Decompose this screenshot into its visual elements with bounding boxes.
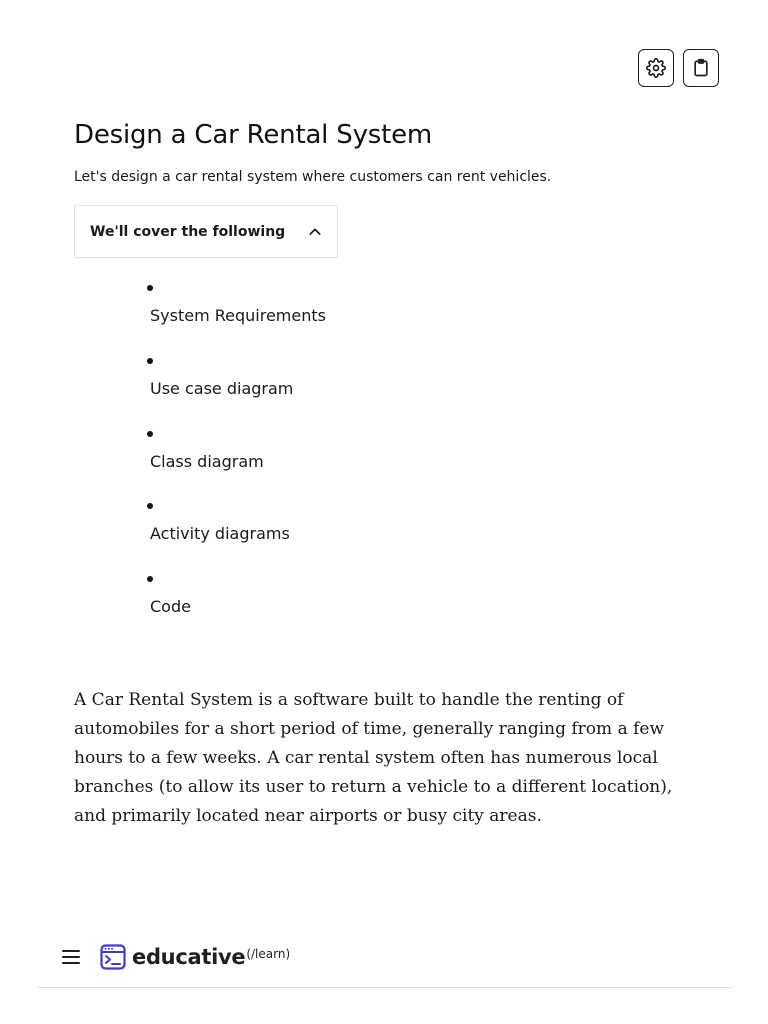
settings-button[interactable] xyxy=(638,49,674,87)
toc-item-label: Use case diagram xyxy=(150,379,294,398)
bullet-icon xyxy=(147,431,153,437)
bottom-nav-bar xyxy=(37,935,733,988)
bullet-icon xyxy=(147,285,153,291)
menu-button[interactable] xyxy=(61,947,81,967)
logo-text: educative xyxy=(132,945,246,969)
toc-item[interactable] xyxy=(0,576,300,636)
toc-item-label: Class diagram xyxy=(150,452,264,471)
toc-item-label: Code xyxy=(150,597,191,616)
bullet-icon xyxy=(147,576,153,582)
clipboard-icon xyxy=(691,58,711,78)
bullet-icon xyxy=(147,503,153,509)
gear-icon xyxy=(646,58,666,78)
educative-logo-link[interactable] xyxy=(100,943,290,971)
toc-item[interactable] xyxy=(0,358,300,418)
bullet-icon xyxy=(147,358,153,364)
hamburger-menu-icon-line xyxy=(62,956,80,958)
chevron-up-icon xyxy=(307,224,323,240)
page-title: Design a Car Rental System xyxy=(74,120,433,150)
toc-item-label: Activity diagrams xyxy=(150,524,290,543)
hamburger-menu-icon-line xyxy=(62,962,80,964)
page-subtitle: Let's design a car rental system where customers can rent vehicles. xyxy=(74,169,552,185)
logo-suffix: (/learn) xyxy=(246,947,291,961)
hamburger-menu-icon xyxy=(62,950,80,952)
toc-item-label: System Requirements xyxy=(150,306,326,325)
toc-item[interactable] xyxy=(0,503,300,563)
toc-item[interactable] xyxy=(0,285,326,345)
toc-label: We'll cover the following xyxy=(90,223,286,240)
toc-toggle[interactable] xyxy=(74,205,338,258)
lesson-paragraph: A Car Rental System is a software built to handle the renting of automobiles for a short period of time, generally ranging from a few hours to a few weeks. A car rental system often has numerous local branches (to allow its user to return a vehicle to a different location), and primarily located near airports or busy city areas. xyxy=(74,690,673,826)
educative-logo-icon xyxy=(100,944,126,970)
clipboard-button[interactable] xyxy=(683,49,719,87)
toc-item[interactable] xyxy=(0,431,300,491)
